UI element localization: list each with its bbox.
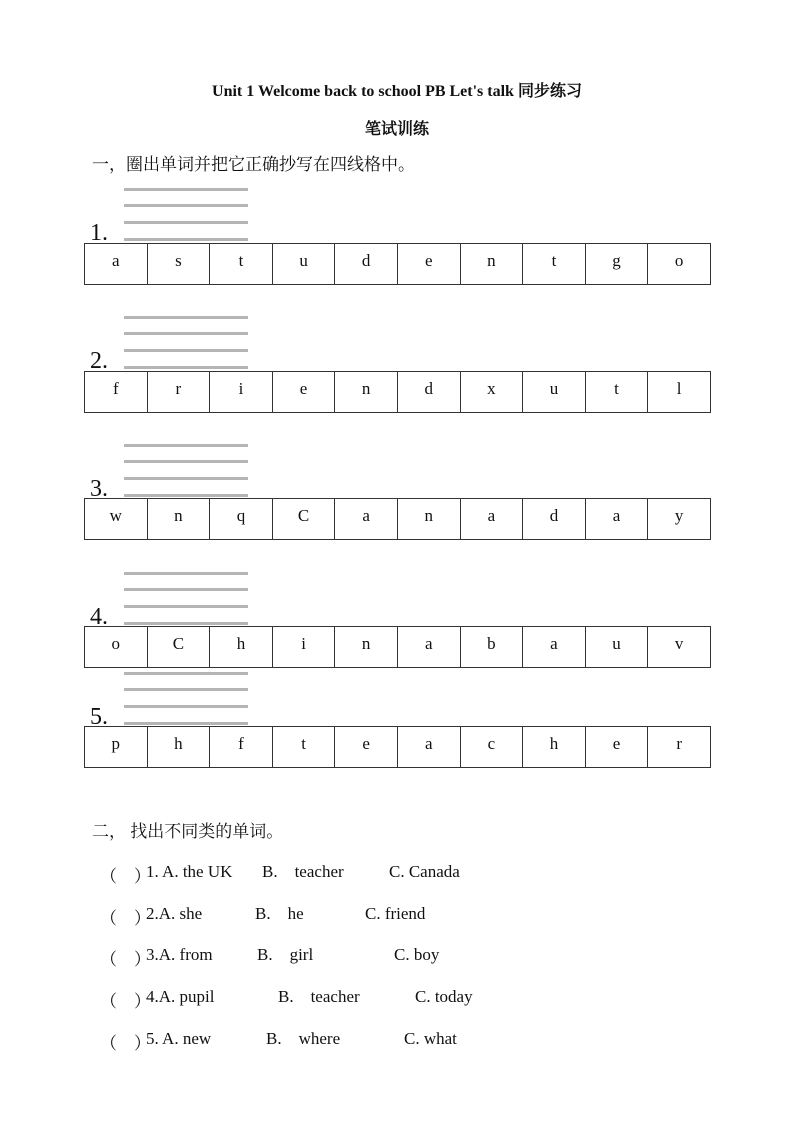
answer-blank[interactable]: （ ）	[100, 1034, 151, 1053]
four-line-grid[interactable]	[124, 186, 248, 246]
letter-cell[interactable]: q	[210, 499, 273, 540]
letter-cell[interactable]: n	[335, 372, 398, 413]
option-a: 3.A. from	[146, 945, 213, 964]
letter-cell[interactable]: u	[585, 627, 648, 668]
option-b: B. teacher	[262, 862, 344, 881]
four-line-grid[interactable]	[124, 670, 248, 730]
option-c: C. Canada	[389, 862, 460, 881]
letter-cell[interactable]: o	[648, 244, 711, 285]
letter-cell[interactable]: g	[585, 244, 648, 285]
letter-cell[interactable]: v	[648, 627, 711, 668]
option-a: 1. A. the UK	[146, 862, 233, 881]
option-c: C. today	[415, 987, 473, 1006]
letter-cell[interactable]: d	[335, 244, 398, 285]
four-line-grid[interactable]	[124, 442, 248, 502]
letter-cell[interactable]: t	[272, 727, 335, 768]
letter-cell[interactable]: a	[397, 627, 460, 668]
letter-cell[interactable]: a	[523, 627, 586, 668]
letter-cell[interactable]: r	[648, 727, 711, 768]
choice-item	[100, 1029, 457, 1129]
letter-grid	[84, 498, 711, 540]
letter-cell[interactable]: c	[460, 727, 523, 768]
answer-blank[interactable]: （ ）	[100, 867, 151, 886]
letter-grid	[84, 243, 711, 285]
question-number: 5.	[90, 704, 108, 730]
letter-cell[interactable]: x	[460, 372, 523, 413]
section1-heading: 一，圈出单词并把它正确抄写在四线格中。	[92, 155, 415, 174]
letter-cell[interactable]: h	[523, 727, 586, 768]
letter-grid	[84, 626, 711, 668]
four-line-grid[interactable]	[124, 570, 248, 630]
letter-cell[interactable]: C	[272, 499, 335, 540]
four-line-grid[interactable]	[124, 314, 248, 374]
letter-cell[interactable]: C	[147, 627, 210, 668]
letter-cell[interactable]: b	[460, 627, 523, 668]
option-b: B. he	[255, 904, 304, 923]
letter-cell[interactable]: h	[147, 727, 210, 768]
page-subtitle: 笔试训练	[364, 121, 429, 138]
question-number: 3.	[90, 476, 108, 502]
letter-grid	[84, 371, 711, 413]
letter-cell[interactable]: d	[523, 499, 586, 540]
letter-cell[interactable]: t	[210, 244, 273, 285]
letter-cell[interactable]: s	[147, 244, 210, 285]
option-a: 2.A. she	[146, 904, 203, 923]
letter-cell[interactable]: e	[272, 372, 335, 413]
option-b: B. girl	[257, 945, 314, 964]
letter-cell[interactable]: t	[585, 372, 648, 413]
letter-cell[interactable]: n	[335, 627, 398, 668]
letter-cell[interactable]: a	[397, 727, 460, 768]
letter-cell[interactable]: u	[523, 372, 586, 413]
letter-cell[interactable]: f	[85, 372, 148, 413]
letter-cell[interactable]: i	[210, 372, 273, 413]
letter-cell[interactable]: l	[648, 372, 711, 413]
answer-blank[interactable]: （ ）	[100, 950, 151, 969]
letter-cell[interactable]: a	[460, 499, 523, 540]
option-b: B. where	[266, 1029, 341, 1048]
option-a: 5. A. new	[146, 1029, 212, 1048]
letter-cell[interactable]: n	[460, 244, 523, 285]
letter-cell[interactable]: o	[85, 627, 148, 668]
letter-cell[interactable]: i	[272, 627, 335, 668]
letter-cell[interactable]: r	[147, 372, 210, 413]
letter-cell[interactable]: h	[210, 627, 273, 668]
letter-cell[interactable]: f	[210, 727, 273, 768]
letter-cell[interactable]: e	[397, 244, 460, 285]
question-number: 4.	[90, 604, 108, 630]
question-number: 2.	[90, 348, 108, 374]
section2-heading: 二， 找出不同类的单词。	[92, 822, 284, 841]
letter-cell[interactable]: p	[85, 727, 148, 768]
answer-blank[interactable]: （ ）	[100, 992, 151, 1011]
letter-cell[interactable]: w	[85, 499, 148, 540]
letter-cell[interactable]: n	[397, 499, 460, 540]
letter-cell[interactable]: d	[397, 372, 460, 413]
letter-cell[interactable]: e	[335, 727, 398, 768]
letter-cell[interactable]: a	[585, 499, 648, 540]
option-b: B. teacher	[278, 987, 360, 1006]
letter-cell[interactable]: a	[85, 244, 148, 285]
letter-grid	[84, 726, 711, 768]
letter-cell[interactable]: e	[585, 727, 648, 768]
question-number: 1.	[90, 220, 108, 246]
option-c: C. boy	[394, 945, 440, 964]
option-c: C. what	[404, 1029, 457, 1048]
letter-cell[interactable]: u	[272, 244, 335, 285]
answer-blank[interactable]: （ ）	[100, 909, 151, 928]
letter-cell[interactable]: n	[147, 499, 210, 540]
letter-cell[interactable]: t	[523, 244, 586, 285]
option-c: C. friend	[365, 904, 426, 923]
page-title: Unit 1 Welcome back to school PB Let's talk 同步练习	[212, 83, 582, 100]
letter-cell[interactable]: y	[648, 499, 711, 540]
letter-cell[interactable]: a	[335, 499, 398, 540]
option-a: 4.A. pupil	[146, 987, 215, 1006]
